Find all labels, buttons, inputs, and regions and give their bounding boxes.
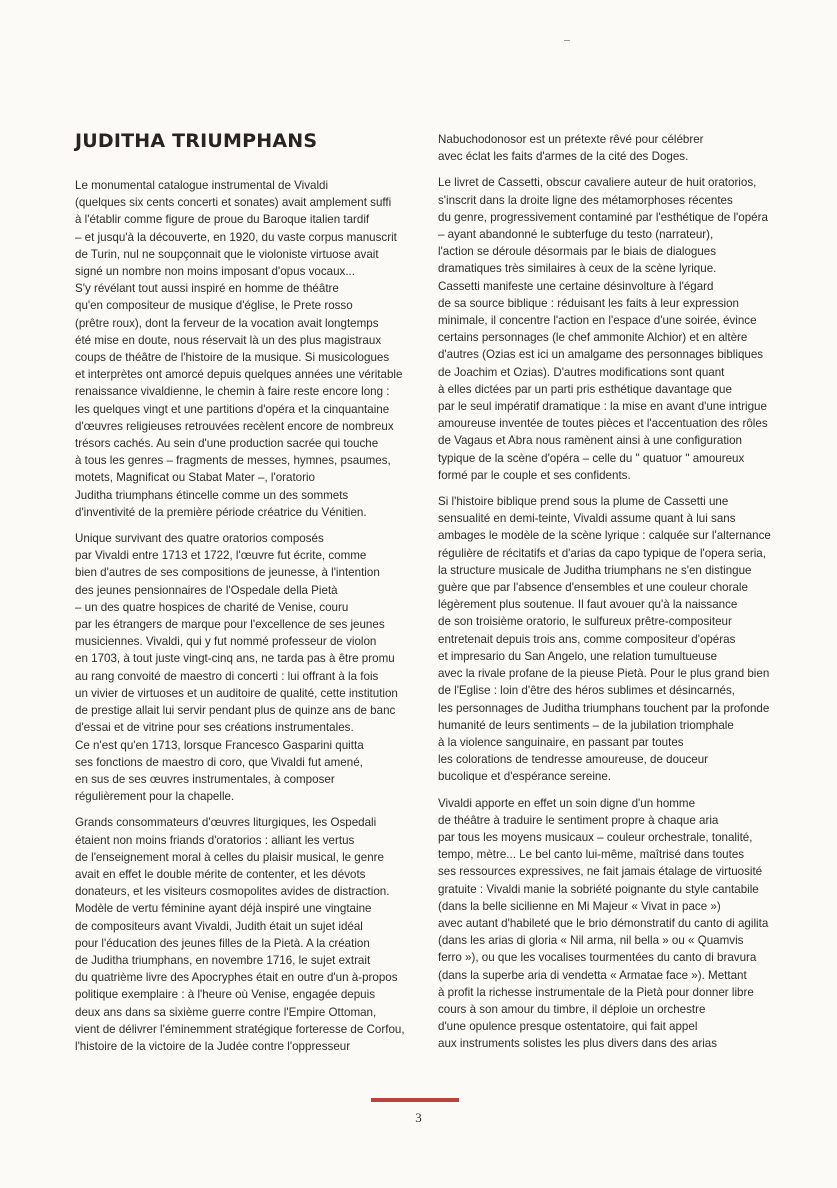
footer-accent-rule xyxy=(371,1098,459,1102)
right-paragraph-1: Nabuchodonosor est un prétexte rêvé pour célébrer avec éclat les faits d'armes de la cité des Doges. xyxy=(438,133,704,164)
right-column xyxy=(438,131,778,1053)
page-number: 3 xyxy=(415,1110,422,1125)
right-paragraph-2: Le livret de Cassetti, obscur cavaliere auteur de huit oratorios, s'inscrit dans la droite ligne des métamorphoses récentes du genre, progressivement contaminé par l'esthétique de l'opéra – ayant abandonné le subterfuge du testo (narrateur), l'action se déroule désormais par le biais de dialogues dramatiques très similaires à ceux de la scène lyrique. Cassetti manifeste une certaine désinvolture à l'égard de sa source biblique : réduisant les faits à leur expression minimale, il concentre l'action en l'espace d'une soirée, évince certains personnages (le chef ammonite Alchior) et en altère d'autres (Ozias est ici un amalgame des personnages bibliques de Joachim et Ozias). D'autres modifications sont quant à elles dictées par un parti pris esthétique davantage que par le seul impératif dramatique : la mise en avant d'une intrigue amoureuse inventée de toutes pièces et l'accentuation des rôles de Vagaus et Abra nous ramènent ainsi à une configuration typique de la scène d'opéra – celle du " quatuor " amoureux formé par le couple et ses confidents. xyxy=(438,176,768,482)
article-title: JUDITHA TRIUMPHANS xyxy=(75,130,318,152)
right-paragraph-3: Si l'histoire biblique prend sous la plume de Cassetti une sensualité en demi-teinte, Vivaldi assume quant à lui sans ambages le modèle de la scène lyrique : calquée sur l'alternance régulière de récitatifs et d'arias da capo typique de l'opera seria, la structure musicale de Juditha triumphans ne s'en distingue guère que par l'absence d'ensembles et une couleur chorale légèrement plus soutenue. Il faut avouer qu'à la naissance de son troisième oratorio, le sulfureux prêtre-compositeur entretenait depuis trois ans, comme compositeur d'opéras et impresario du San Angelo, une relation tumultueuse avec la rivale profane de la pieuse Pietà. Pour le plus grand bien de l'Eglise : loin d'être des héros sublimes et désincarnés, les personnages de Juditha triumphans touchent par la profonde humanité de leurs sentiments – de la jubilation triomphale à la violence sanguinaire, en passant par toutes les colorations de tendresse amoureuse, de douceur bucolique et d'espérance sereine. xyxy=(438,495,771,784)
right-paragraph-4: Vivaldi apporte en effet un soin digne d'un homme de théâtre à traduire le sentiment propre à chaque aria par tous les moyens musicaux – couleur orchestrale, tonalité, tempo, mètre... Le bel canto lui-même, maîtrisé dans toutes ses ressources expressives, ne fait jamais étalage de virtuosité gratuite : Vivaldi manie la sobriété poignante du style cantabile (dans la belle sicilienne en Mi Majeur « Vivat in pace ») avec autant d'habileté que le brio démonstratif du canto di agilita (dans les arias di gloria « Nil arma, nil bella » ou « Quamvis ferro »), ou que les vocalises tourmentées du canto di bravura (dans la superbe aria di vendetta « Armatae face »). Mettant à profit la richesse instrumentale de la Pietà pour donner libre cours à son amour du timbre, il déploie un orchestre d'une opulence presque ostentatoire, qui fait appel aux instruments solistes les plus divers dans des arias xyxy=(438,796,769,1051)
left-column xyxy=(75,177,420,1055)
left-paragraph-1: Le monumental catalogue instrumental de Vivaldi (quelques six cents concerti et sonates) avait amplement suffi à l'établir comme figure de proue du Baroque italien tardif – et jusqu'à la découverte, en 1920, du vaste corpus manuscrit de Turin, nul ne soupçonnait que le violoniste virtuose avait signé un nombre non moins imposant d'opus vocaux... S'y révélant tout aussi inspiré en homme de théâtre qu'en compositeur de musique d'église, le Prete rosso (prêtre roux), dont la ferveur de la vocation avait longtemps été mise en doute, nous réservait là un des plus magistraux coups de théâtre de l'histoire de la musique. Si musicologues et interprètes ont amorcé depuis quelques années une véritable renaissance vivaldienne, le chemin à faire reste encore long : les quelques vingt et une partitions d'opéra et la cinquantaine d'œuvres religieuses retrouvées recèlent encore de nombreux trésors cachés. Au sein d'une production sacrée qui touche à tous les genres – fragments de messes, hymnes, psaumes, motets, Magnificat ou Stabat Mater –, l'oratorio Juditha triumphans étincelle comme un des sommets d'inventivité de la première période créatrice du Vénitien. xyxy=(75,179,403,519)
left-paragraph-3: Grands consommateurs d'œuvres liturgiques, les Ospedali étaient non moins friands d'oratorios : alliant les vertus de l'enseignement moral à celles du plaisir musical, le genre avait en effet le double mérite de contenter, et les dévots donateurs, et les visiteurs cosmopolites avides de distraction. Modèle de vertu féminine ayant déjà inspiré une vingtaine de compositeurs avant Vivaldi, Judith était un sujet idéal pour l'éducation des jeunes filles de la Pietà. A la création de Juditha triumphans, en novembre 1716, le sujet extrait du quatrième livre des Apocryphes était en outre d'un à-propos politique exemplaire : à l'heure où Venise, engagée depuis deux ans dans sa sixième guerre contre l'Empire Ottoman, vient de délivrer l'éminemment stratégique forteresse de Corfou, l'histoire de la victoire de la Judée contre l'oppresseur xyxy=(75,816,405,1053)
left-paragraph-2: Unique survivant des quatre oratorios composés par Vivaldi entre 1713 et 1722, l'œuvre fut écrite, comme bien d'autres de ses compositions de jeunesse, à l'intention des jeunes pensionnaires de l'Ospedale della Pietà – un des quatre hospices de charité de Venise, couru par les étrangers de marque pour l'excellence de ses jeunes musiciennes. Vivaldi, qui y fut nommé professeur de violon en 1703, à tout juste vingt-cinq ans, ne tarda pas à être promu au rang convoité de maestro di concerti : lui offrant à la fois un vivier de virtuoses et un auditoire de qualité, cette institution de prestige allait lui servir pendant plus de quinze ans de banc d'essai et de vitrine pour ses créations instrumentales. Ce n'est qu'en 1713, lorsque Francesco Gasparini quitta ses fonctions de maestro di coro, que Vivaldi fut amené, en sus de ses œuvres instrumentales, à composer régulièrement pour la chapelle. xyxy=(75,532,398,804)
scan-mark xyxy=(564,40,570,41)
